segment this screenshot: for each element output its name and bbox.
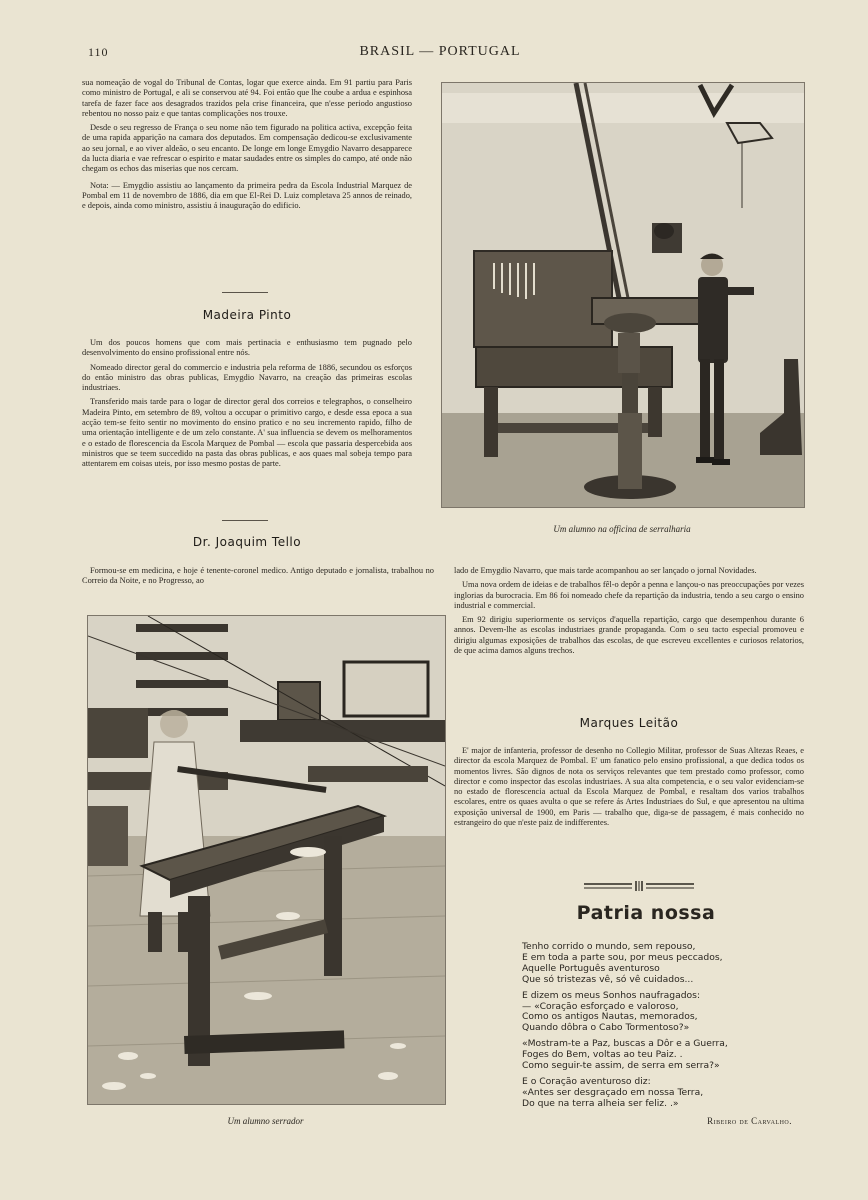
poem-title: Patria nossa: [576, 902, 716, 924]
paragraph: Em 92 dirigiu superiormente os serviços d'aquella repartição, cargo que desempenhou durante 6 annos. Devem-lhe as escolas industriaes grande propaganda. Com o seu tacto especial promoveu e dirigiu algumas exposições de trabalhos das escolas, de que escreveu excellentes e curiosos relatorios, de que acima damos alguns trechos.: [454, 615, 804, 656]
poem: [522, 942, 802, 1115]
poem-line: Como seguir-te assim, de serra em serra?»: [522, 1060, 720, 1072]
poem-line: Aquelle Português aventuroso: [522, 962, 660, 974]
poem-line: Como os antigos Nautas, memorados,: [522, 1011, 698, 1023]
paragraph: Uma nova ordem de ideias e de trabalhos fêl-o depôr a penna e lançou-o nas preoccupações por vezes inglorias da burocracia. Em 86 foi nomeado chefe da repartição da industria, tendo a seu cargo o ensino industrial e commercial.: [454, 580, 804, 610]
joaquim-tello-left-text: [82, 566, 434, 591]
photo-serralharia: [441, 82, 805, 508]
poem-line: Foges do Bem, voltas ao teu Paiz. .: [522, 1049, 683, 1061]
section-title-marques-leitao: Marques Leitão: [579, 716, 679, 730]
poem-line: E em toda a parte sou, por meus peccados,: [522, 951, 723, 963]
poem-line: «Mostram-te a Paz, buscas a Dôr e a Guerra,: [522, 1038, 728, 1050]
poem-stanza: [522, 1039, 802, 1072]
poem-stanza: [522, 1077, 802, 1110]
poem-line: E dizem os meus Sonhos naufragados:: [522, 989, 701, 1001]
ornament-divider: [584, 881, 694, 893]
poem-line: Quando dôbra o Cabo Tormentoso?»: [522, 1022, 690, 1034]
poem-stanza: [522, 942, 802, 986]
poem-line: Tenho corrido o mundo, sem repouso,: [522, 941, 696, 952]
paragraph: Transferido mais tarde para o logar de director geral dos correios e telegraphos, o conselheiro Madeira Pinto, em setembro de 89, voltou a occupar o primitivo cargo, e desde essa epoca a sua acção tem-se feito sentir no movimento do ensino pratico e no seu incremento rapido, filho de uma orientação intelligente e de um zelo constante. A' sua influencia se devem os melhoramentos e o estado de florescencia da Escola Marquez de Pombal — escola que passaria despercebida aos ministros que se teem succedido na pasta das obras publicas, e aos quaes mal sobeja tempo para attentarem em coisas uteis, por isso mesmo postas de parte.: [82, 397, 412, 469]
marques-leitao-text: [454, 746, 804, 832]
paragraph: Desde o seu regresso de França o seu nome não tem figurado na politica activa, excepção feita de uma rapida apparição na camara dos deputados. Em compensação dedicou-se exclusivamente ao seu jornal, e ao viver aldeão, o seu encanto. De longe em longe Emygdio Navarro desapparece da lucta diaria e vae refrescar o espirito e matar saudades entre os simples do campo, até onde não chegam os echos das miserias que nos cercam.: [82, 123, 412, 174]
running-title: BRASIL — PORTUGAL: [359, 44, 521, 59]
photo-serrador-illustration: [88, 616, 445, 1104]
paragraph: Nomeado director geral do commercio e industria pela reforma de 1886, secundou os esforços do então ministro das obras publicas, Emygdio Navarro, na creação das primeiras escolas industriaes.: [82, 362, 412, 393]
paragraph: Formou-se em medicina, e hoje é tenente-coronel medico. Antigo deputado e jornalista, trabalhou no Correio da Noite, e no Progresso, ao: [82, 566, 434, 586]
poem-stanza: [522, 991, 802, 1035]
paragraph: sua nomeação de vogal do Tribunal de Contas, logar que exerce ainda. Em 91 partiu para Paris como ministro de Portugal, e ali se conservou até 94. Foi então que lhe coube a ardua e espinhosa tarefa de fazer face aos desagrados trazidos pela crise financeira, que n'esse periodo angustioso rebentou no nosso paiz e que tantas complicações nos trouxe.: [82, 78, 412, 118]
photo-serralharia-illustration: [442, 83, 804, 507]
photo-caption-serralharia: Um alumno na officina de serralharia: [553, 524, 691, 534]
poem-line: Que só tristezas vê, só vê cuidados...: [522, 973, 694, 985]
paragraph: E' major de infanteria, professor de desenho no Collegio Militar, professor de Suas Altezas Reaes, e director da escola Marquez de Pombal. E' um fanatico pelo ensino profissional, a que dedica todos os momentos livres. São dignos de nota os serviços relevantes que tem prestado como professor, como director e como inspector das escolas industriaes. A sua alta competencia, e o seu valor evidenciam-se no estado de florescencia actual da Escola Marquez de Pombal, e resaltam dos varios trabalhos escolares, entre os quaes avulta o que se refere ás Artes Industriaes do Sul, e que apresentou na ultima exposição universal de 1900, em Paris — trabalho que, diga-se de passagem, é mais conhecido no estrangeiro do que n'este paiz de indifferentes.: [454, 746, 804, 828]
section-title-madeira-pinto: Madeira Pinto: [202, 308, 292, 322]
page-number: 110: [88, 45, 109, 59]
paragraph: Um dos poucos homens que com mais pertinacia e enthusiasmo tem pugnado pelo desenvolvimento do ensino profissional entre nós.: [82, 338, 412, 358]
left-top-text: [82, 78, 412, 216]
note-paragraph: Nota: — Emygdio assistiu ao lançamento da primeira pedra da Escola Industrial Marquez de Pombal em 11 de novembro de 1886, dia em que El-Rei D. Luiz completava 25 annos de reinado, e depois, ainda como ministro, assistiu á inauguração do edificio.: [82, 180, 412, 211]
poem-line: E o Coração aventuroso diz:: [522, 1075, 651, 1087]
madeira-pinto-text: [82, 338, 412, 474]
joaquim-tello-right-text: [454, 566, 804, 660]
poem-line: — «Coração esforçado e valoroso,: [522, 1000, 679, 1012]
photo-serrador: [87, 615, 446, 1105]
section-divider: [222, 520, 268, 521]
photo-caption-serrador: Um alumno serrador: [227, 1116, 304, 1126]
section-title-joaquim-tello: Dr. Joaquim Tello: [192, 535, 302, 549]
section-divider: [222, 292, 268, 293]
poem-line: «Antes ser desgraçado em nossa Terra,: [522, 1086, 704, 1098]
poem-author: Ribeiro de Carvalho.: [707, 1116, 792, 1126]
poem-line: Do que na terra alheia ser feliz. .»: [522, 1097, 679, 1109]
paragraph: lado de Emygdio Navarro, que mais tarde acompanhou ao ser lançado o jornal Novidades.: [454, 566, 757, 575]
